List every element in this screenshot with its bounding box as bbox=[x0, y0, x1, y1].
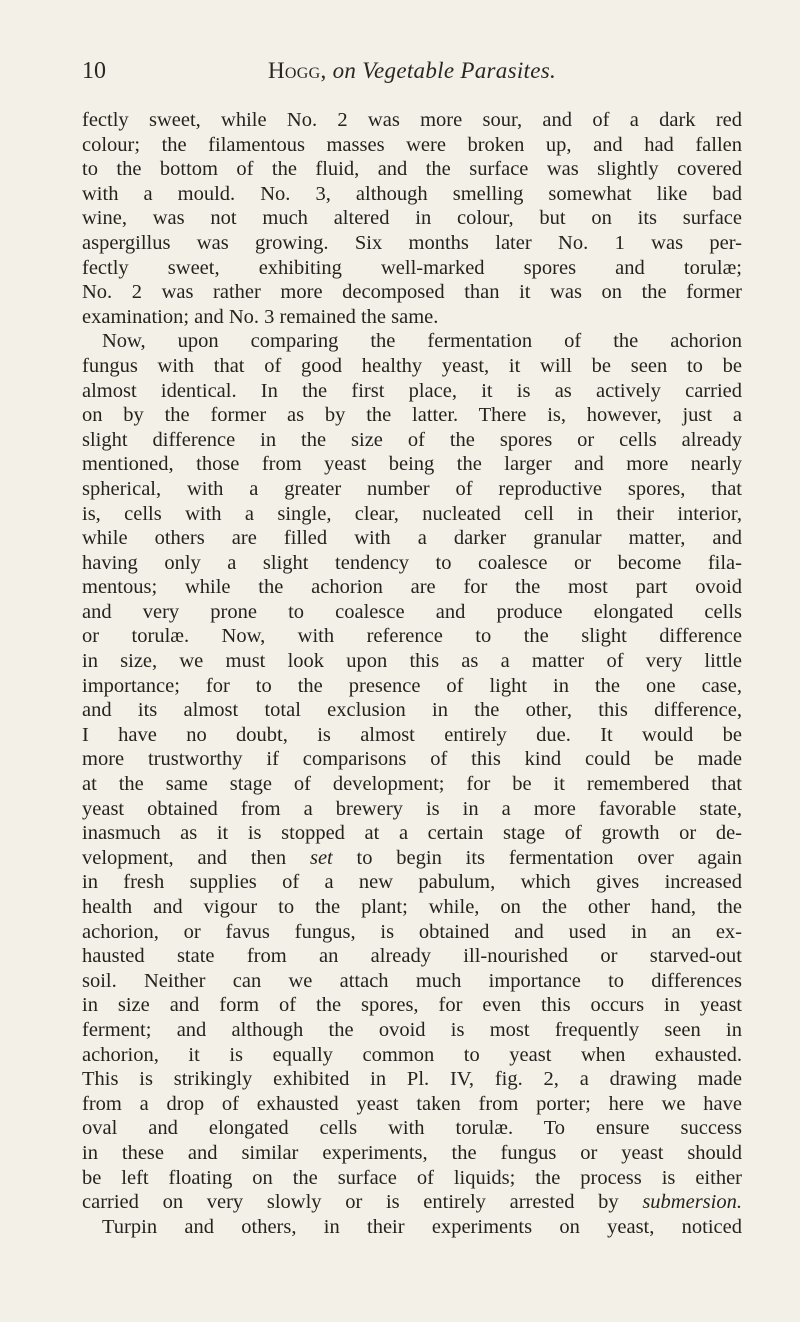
text-line: in size and form of the spores, for even this occurs in yeast bbox=[82, 994, 742, 1017]
body-text bbox=[82, 108, 742, 1239]
text-line: Now, upon comparing the fermentation of the achorion bbox=[102, 330, 742, 353]
text-line: slight difference in the size of the spores or cells already bbox=[82, 428, 742, 451]
text-line: spherical, with a greater number of reproductive spores, that bbox=[82, 477, 742, 500]
running-head-author: Hogg bbox=[267, 58, 321, 83]
text-line: or torulæ. Now, with reference to the slight difference bbox=[82, 625, 742, 648]
text-line: wine, was not much altered in colour, but on its surface bbox=[82, 207, 742, 230]
text-line: mentioned, those from yeast being the larger and more nearly bbox=[82, 453, 742, 476]
text-line: colour; the filamentous masses were broken up, and had fallen bbox=[82, 133, 742, 156]
text-line: examination; and No. 3 remained the same. bbox=[82, 305, 439, 328]
text-line: in size, we must look upon this as a matter of very little bbox=[82, 650, 742, 673]
text-line: fectly sweet, exhibiting well-marked spores and torulæ; bbox=[82, 256, 742, 279]
text-line: more trustworthy if comparisons of this kind could be made bbox=[82, 748, 742, 771]
text-line: oval and elongated cells with torulæ. To ensure success bbox=[82, 1117, 742, 1140]
text-line: ferment; and although the ovoid is most frequently seen in bbox=[82, 1018, 742, 1041]
text-line: Turpin and others, in their experiments on yeast, noticed bbox=[102, 1215, 742, 1238]
text-line: carried on very slowly or is entirely arrested by submersion. bbox=[82, 1191, 742, 1214]
text-line: importance; for to the presence of light in the one case, bbox=[82, 674, 742, 697]
text-line: in these and similar experiments, the fungus or yeast should bbox=[82, 1141, 742, 1164]
text-line: I have no doubt, is almost entirely due. It would be bbox=[82, 723, 742, 746]
running-head-separator: , bbox=[320, 58, 333, 83]
text-line: at the same stage of development; for be it remembered that bbox=[82, 773, 742, 796]
running-head bbox=[82, 58, 742, 84]
text-line: soil. Neither can we attach much importance to differences bbox=[82, 969, 742, 992]
page-number: 10 bbox=[82, 58, 106, 84]
text-line: almost identical. In the first place, it is as actively carried bbox=[82, 379, 742, 402]
page-header bbox=[82, 58, 742, 88]
text-line: on by the former as by the latter. There is, however, just a bbox=[82, 404, 742, 427]
text-line: with a mould. No. 3, although smelling somewhat like bad bbox=[82, 182, 742, 205]
text-line: to the bottom of the fluid, and the surface was slightly covered bbox=[82, 158, 742, 181]
text-line: be left floating on the surface of liquids; the process is either bbox=[82, 1166, 742, 1189]
text-line: mentous; while the achorion are for the most part ovoid bbox=[82, 576, 742, 599]
text-line: aspergillus was growing. Six months later No. 1 was per- bbox=[82, 231, 742, 254]
text-line: inasmuch as it is stopped at a certain stage of growth or de- bbox=[82, 822, 742, 845]
running-head-title-prefix: on bbox=[332, 58, 357, 83]
running-head-title: Vegetable Parasites. bbox=[362, 58, 557, 83]
text-line: is, cells with a single, clear, nucleated cell in their interior, bbox=[82, 502, 742, 525]
text-line: fectly sweet, while No. 2 was more sour, and of a dark red bbox=[82, 109, 742, 131]
text-line: achorion, or favus fungus, is obtained and used in an ex- bbox=[82, 920, 742, 943]
text-line: No. 2 was rather more decomposed than it was on the former bbox=[82, 281, 742, 304]
text-line: while others are filled with a darker granular matter, and bbox=[82, 527, 742, 550]
text-line: This is strikingly exhibited in Pl. IV, fig. 2, a drawing made bbox=[82, 1068, 742, 1091]
text-line: health and vigour to the plant; while, on the other hand, the bbox=[82, 896, 742, 918]
text-line: velopment, and then set to begin its fermentation over again bbox=[82, 846, 742, 869]
text-line: in fresh supplies of a new pabulum, which gives increased bbox=[82, 871, 742, 894]
text-line: and very prone to coalesce and produce elongated cells bbox=[82, 600, 742, 623]
text-line: and its almost total exclusion in the other, this difference, bbox=[82, 699, 742, 722]
text-line: from a drop of exhausted yeast taken from porter; here we have bbox=[82, 1092, 742, 1115]
text-line: fungus with that of good healthy yeast, it will be seen to be bbox=[82, 354, 742, 377]
text-line: having only a slight tendency to coalesce or become fila- bbox=[82, 551, 742, 574]
text-line: achorion, it is equally common to yeast when exhausted. bbox=[82, 1043, 742, 1066]
text-line: hausted state from an already ill-nourished or starved-out bbox=[82, 945, 742, 968]
text-line: yeast obtained from a brewery is in a more favorable state, bbox=[82, 797, 742, 820]
